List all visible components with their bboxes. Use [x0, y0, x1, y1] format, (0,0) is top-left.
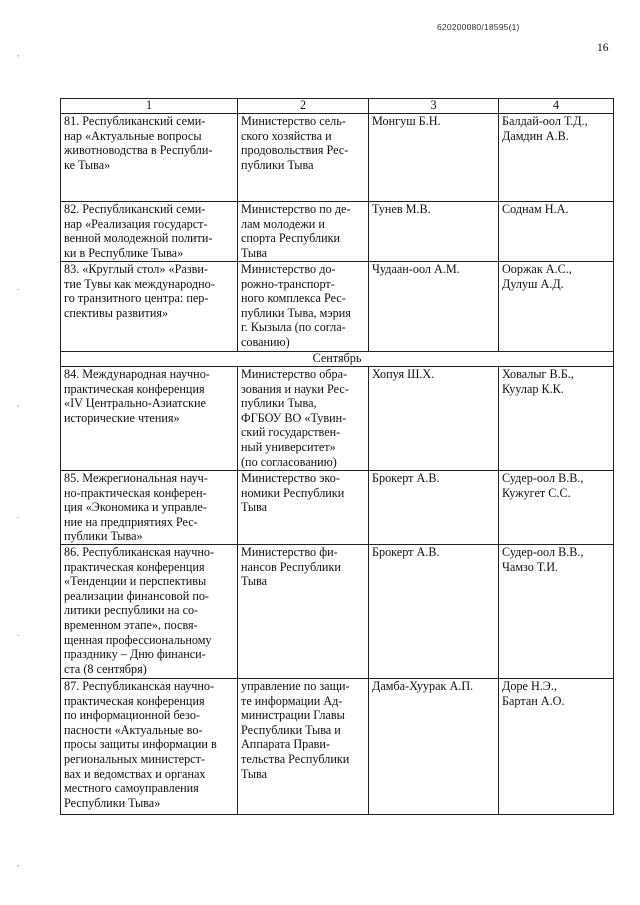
organizer-cell: Министерство фи- нансов Республики Тыва	[238, 545, 369, 679]
margin-mark: .	[17, 628, 20, 638]
responsible-cell: Брокерт А.В.	[369, 471, 499, 545]
margin-mark: ,	[17, 48, 20, 58]
table-header-row	[61, 99, 614, 114]
curator-cell: Соднам Н.А.	[499, 202, 614, 262]
event-cell: 82. Республиканский семи- нар «Реализация государст- венной молодежной полити- ки в Республике Тыва»	[61, 202, 238, 262]
responsible-cell: Монгуш Б.Н.	[369, 114, 499, 202]
table-row	[61, 262, 614, 352]
column-number-1: 1	[61, 99, 238, 114]
curator-cell: Судер-оол В.В., Кужугет С.С.	[499, 471, 614, 545]
event-cell: 84. Международная научно- практическая конференция «IV Центрально-Азиатские исторические чтения»	[61, 367, 238, 471]
table-row	[61, 471, 614, 545]
table-row	[61, 679, 614, 815]
table-row	[61, 545, 614, 679]
column-number-4: 4	[499, 99, 614, 114]
organizer-cell: Министерство по де- лам молодежи и спорта Республики Тыва	[238, 202, 369, 262]
curator-cell: Ооржак А.С., Дулуш А.Д.	[499, 262, 614, 352]
event-cell: 85. Межрегиональная науч- но-практическая конферен- ция «Экономика и управле- ние на предприятиях Рес- публики Тыва»	[61, 471, 238, 545]
events-table	[60, 98, 614, 815]
curator-cell: Балдай-оол Т.Д., Дамдин А.В.	[499, 114, 614, 202]
event-cell: 86. Республиканская научно- практическая конференция «Тенденции и перспективы реализации финансовой по- литики республики на со- временном этапе», посвя- щенная профессиональному празднику – Дню финанси- ста (8 сентября)	[61, 545, 238, 679]
table-row	[61, 202, 614, 262]
event-cell: 83. «Круглый стол» «Разви- тие Тувы как международно- го транзитного центра: пер- спективы развития»	[61, 262, 238, 352]
curator-cell: Ховалыг В.Б., Куулар К.К.	[499, 367, 614, 471]
document-id: 620200080/18595(1)	[437, 22, 520, 32]
responsible-cell: Брокерт А.В.	[369, 545, 499, 679]
organizer-cell: Министерство до- рожно-транспорт- ного комплекса Рес- публики Тыва, мэрия г. Кызыла (по согла- сованию)	[238, 262, 369, 352]
organizer-cell: Министерство обра- зования и науки Рес- публики Тыва, ФГБОУ ВО «Тувин- ский государствен- ный университет» (по согласованию)	[238, 367, 369, 471]
organizer-cell: Министерство сель- ского хозяйства и продовольствия Рес- публики Тыва	[238, 114, 369, 202]
responsible-cell: Чудаан-оол А.М.	[369, 262, 499, 352]
column-number-3: 3	[369, 99, 499, 114]
curator-cell: Доре Н.Э., Бартан А.О.	[499, 679, 614, 815]
event-cell: 87. Республиканская научно- практическая конференция по информационной безо- пасности «Актуальные во- просы защиты информации в региональных министерст- вах и ведомствах и органах местного самоуправления Республики Тыва»	[61, 679, 238, 815]
margin-mark: .	[17, 510, 20, 520]
margin-mark: .	[17, 282, 20, 292]
margin-mark: ,	[17, 398, 20, 408]
organizer-cell: Министерство эко- номики Республики Тыва	[238, 471, 369, 545]
organizer-cell: управление по защи- те информации Ад- министрации Главы Республики Тыва и Аппарата Прави- тельства Республики Тыва	[238, 679, 369, 815]
table-row	[61, 367, 614, 471]
month-label: Сентябрь	[61, 352, 614, 367]
responsible-cell: Хопуя Ш.Х.	[369, 367, 499, 471]
event-cell: 81. Республиканский семи- нар «Актуальные вопросы животноводства в Республи- ке Тыва»	[61, 114, 238, 202]
responsible-cell: Тунев М.В.	[369, 202, 499, 262]
table-row	[61, 114, 614, 202]
curator-cell: Судер-оол В.В., Чамзо Т.И.	[499, 545, 614, 679]
month-row	[61, 352, 614, 367]
column-number-2: 2	[238, 99, 369, 114]
page-number: 16	[597, 42, 609, 54]
margin-mark: ,	[17, 858, 20, 868]
responsible-cell: Дамба-Хуурак А.П.	[369, 679, 499, 815]
